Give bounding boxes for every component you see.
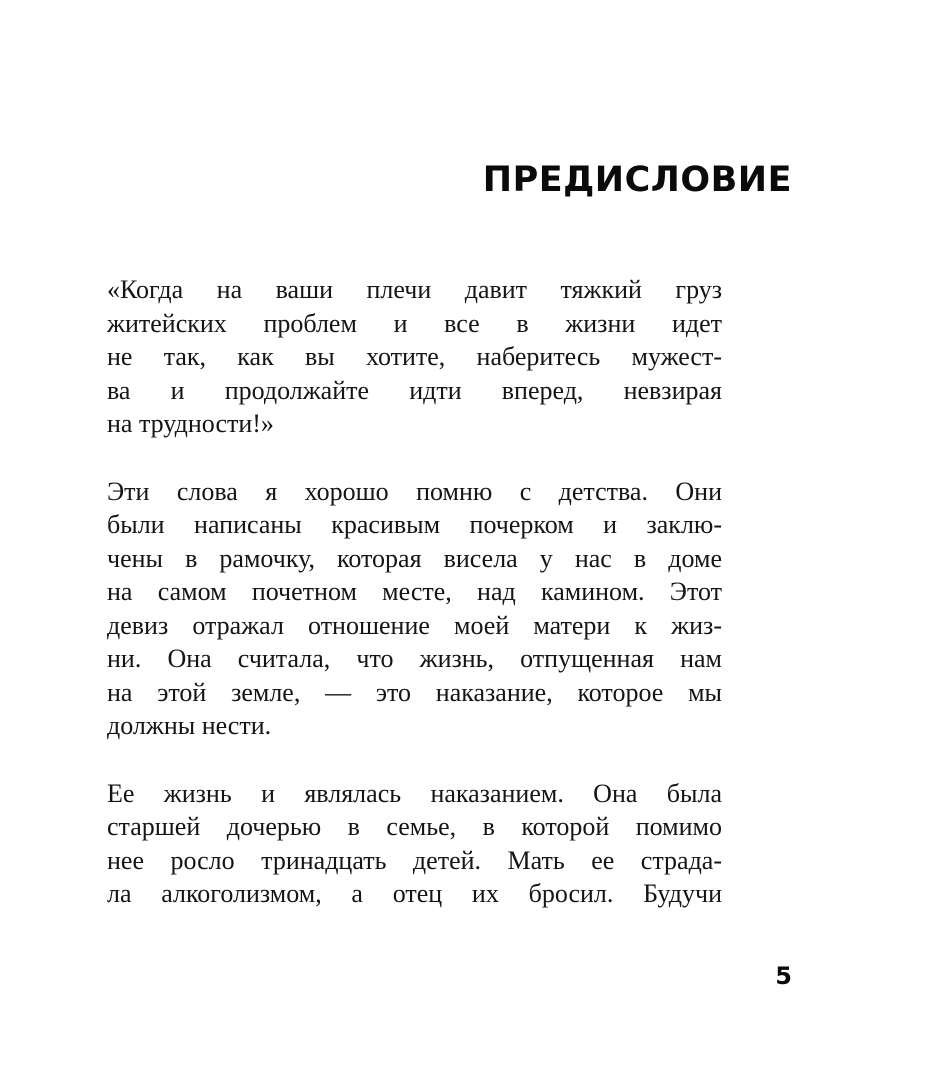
- text-line: на трудности!»: [107, 409, 274, 438]
- text-line: должны нести.: [107, 711, 272, 740]
- text-line: на самом почетном месте, над камином. Этот: [107, 577, 722, 606]
- text-line: нее росло тринадцать детей. Мать ее страда-: [107, 845, 722, 875]
- text-line: старшей дочерью в семье, в которой помимо: [107, 812, 722, 841]
- chapter-title: ПРЕДИСЛОВИЕ: [482, 160, 792, 200]
- paragraph-2: [107, 475, 722, 743]
- text-line: не так, как вы хотите, наберитесь мужест-: [107, 342, 722, 371]
- paragraph-1: [107, 273, 722, 441]
- text-line: ла алкоголизмом, а отец их бросил. Будучи: [107, 879, 722, 908]
- text-line: житейских проблем и все в жизни идет: [107, 308, 722, 338]
- text-line: «Когда на ваши плечи давит тяжкий груз: [107, 275, 722, 304]
- body-text: [107, 273, 722, 945]
- text-line: были написаны красивым почерком и заклю-: [107, 510, 722, 539]
- paragraph-3: [107, 777, 722, 911]
- page-number: 5: [775, 962, 792, 990]
- text-line: на этой земле, — это наказание, которое мы: [107, 677, 722, 707]
- text-line: чены в рамочку, которая висела у нас в доме: [107, 543, 722, 573]
- text-line: ва и продолжайте идти вперед, невзирая: [107, 375, 722, 405]
- text-line: Эти слова я хорошо помню с детства. Они: [107, 476, 722, 506]
- text-line: Ее жизнь и являлась наказанием. Она была: [107, 778, 722, 808]
- text-line: ни. Она считала, что жизнь, отпущенная нам: [107, 644, 722, 673]
- text-line: девиз отражал отношение моей матери к жиз-: [107, 610, 722, 640]
